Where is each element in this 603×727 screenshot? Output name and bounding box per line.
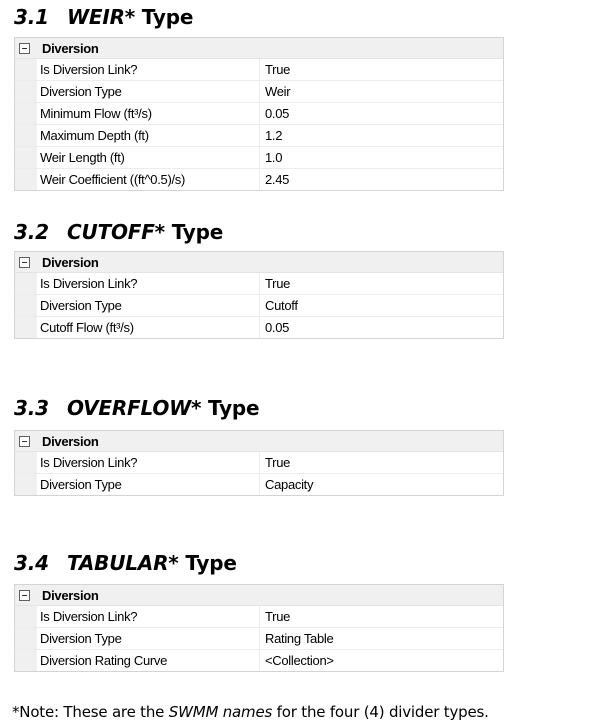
- category-row-diversion[interactable]: [15, 38, 503, 59]
- property-name: Is Diversion Link?: [37, 452, 260, 473]
- property-value[interactable]: Cutoff: [265, 298, 298, 313]
- property-row[interactable]: [15, 103, 503, 125]
- property-grid-tabular: [14, 584, 504, 672]
- property-name: Maximum Depth (ft): [37, 125, 260, 146]
- category-label: Diversion: [42, 587, 99, 603]
- category-label: Diversion: [42, 40, 99, 56]
- section-heading-cutoff: [14, 220, 223, 244]
- property-row[interactable]: [15, 59, 503, 81]
- property-row[interactable]: [15, 125, 503, 147]
- section-number: 3.2: [14, 220, 49, 244]
- property-name: Is Diversion Link?: [37, 606, 260, 627]
- property-value[interactable]: 0.05: [265, 106, 290, 121]
- property-name: Diversion Rating Curve: [37, 650, 260, 671]
- property-name: Is Diversion Link?: [37, 59, 260, 80]
- section-heading-weir: [14, 5, 193, 29]
- property-row[interactable]: [15, 169, 503, 190]
- property-value[interactable]: True: [265, 62, 291, 77]
- property-name: Diversion Type: [37, 474, 260, 495]
- category-row-diversion[interactable]: [15, 252, 503, 273]
- property-grid-overflow: [14, 430, 504, 496]
- collapse-icon[interactable]: [19, 43, 30, 54]
- property-grid-cutoff: [14, 251, 504, 339]
- property-name: Is Diversion Link?: [37, 273, 260, 294]
- property-row[interactable]: [15, 452, 503, 474]
- property-row[interactable]: [15, 628, 503, 650]
- property-row[interactable]: [15, 474, 503, 495]
- property-value[interactable]: Weir: [265, 84, 291, 99]
- section-suffix: Type: [141, 5, 194, 29]
- section-number: 3.4: [14, 551, 49, 575]
- property-value[interactable]: Rating Table: [265, 631, 334, 646]
- section-name: TABULAR*: [67, 551, 179, 575]
- section-number: 3.1: [14, 5, 49, 29]
- property-name: Diversion Type: [37, 628, 260, 649]
- property-row[interactable]: [15, 317, 503, 338]
- property-row[interactable]: [15, 295, 503, 317]
- property-row[interactable]: [15, 606, 503, 628]
- section-name: CUTOFF*: [67, 220, 165, 244]
- category-label: Diversion: [42, 254, 99, 270]
- property-row[interactable]: [15, 147, 503, 169]
- category-row-diversion[interactable]: [15, 431, 503, 452]
- section-name: OVERFLOW*: [67, 396, 202, 420]
- property-grid-weir: [14, 37, 504, 191]
- property-value[interactable]: Capacity: [265, 477, 314, 492]
- collapse-icon[interactable]: [19, 257, 30, 268]
- property-value[interactable]: True: [265, 609, 291, 624]
- footnote: [12, 703, 489, 721]
- property-value[interactable]: True: [265, 455, 291, 470]
- property-value[interactable]: <Collection>: [265, 653, 334, 668]
- property-value[interactable]: 1.0: [265, 150, 283, 165]
- property-row[interactable]: [15, 273, 503, 295]
- collapse-icon[interactable]: [19, 436, 30, 447]
- property-name: Diversion Type: [37, 295, 260, 316]
- section-number: 3.3: [14, 396, 49, 420]
- section-name: WEIR*: [67, 5, 136, 29]
- property-value[interactable]: 2.45: [265, 172, 290, 187]
- property-row[interactable]: [15, 650, 503, 671]
- footnote-prefix: *Note: These are the: [12, 703, 169, 721]
- property-value[interactable]: True: [265, 276, 291, 291]
- property-row[interactable]: [15, 81, 503, 103]
- section-heading-tabular: [14, 551, 237, 575]
- property-name: Weir Coefficient ((ft^0.5)/s): [37, 169, 260, 190]
- property-name: Diversion Type: [37, 81, 260, 102]
- footnote-emphasis: SWMM names: [168, 703, 273, 721]
- property-value[interactable]: 1.2: [265, 128, 283, 143]
- footnote-suffix: for the four (4) divider types.: [272, 703, 489, 721]
- category-row-diversion[interactable]: [15, 585, 503, 606]
- property-value[interactable]: 0.05: [265, 320, 290, 335]
- section-suffix: Type: [185, 551, 237, 575]
- category-label: Diversion: [42, 433, 99, 449]
- section-suffix: Type: [171, 220, 224, 244]
- property-name: Cutoff Flow (ft³/s): [37, 317, 260, 338]
- section-suffix: Type: [208, 396, 260, 420]
- section-heading-overflow: [14, 396, 259, 420]
- property-name: Minimum Flow (ft³/s): [37, 103, 260, 124]
- property-name: Weir Length (ft): [37, 147, 260, 168]
- collapse-icon[interactable]: [19, 590, 30, 601]
